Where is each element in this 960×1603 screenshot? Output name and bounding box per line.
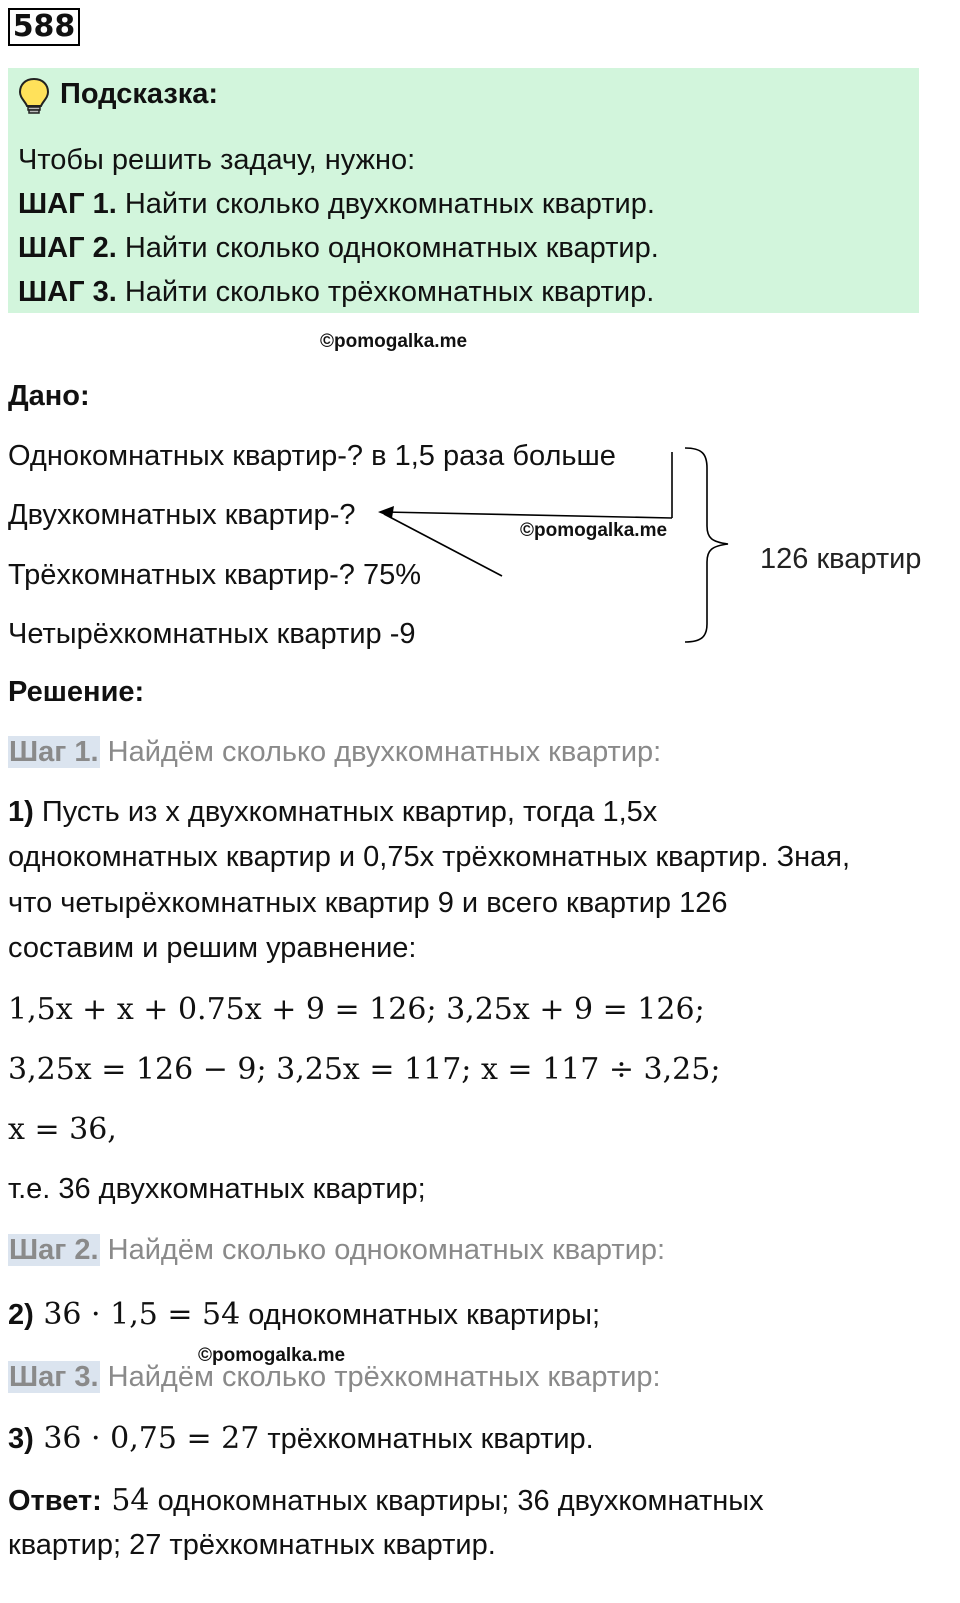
- step-tag: Шаг 2.: [9, 1234, 99, 1266]
- equation-line-2: 3,25x = 126 − 9; 3,25x = 117; x = 117 ÷ 3,25;: [8, 1052, 721, 1087]
- paragraph-1-line-2: однокомнатных квартир и 0,75x трёхкомнатных квартир. Зная,: [8, 841, 851, 873]
- paragraph-text: Пусть из x двухкомнатных квартир, тогда 1,5x: [33, 796, 658, 828]
- paragraph-1-line-4: составим и решим уравнение:: [8, 932, 417, 964]
- paragraph-3: [8, 1421, 594, 1456]
- hint-step-label: ШАГ 2.: [18, 232, 117, 264]
- given-line-3: Трёхкомнатных квартир-? 75%: [8, 559, 422, 591]
- hint-title: Подсказка:: [60, 78, 219, 110]
- given-line-1: Однокомнатных квартир-? в 1,5 раза больше: [8, 440, 616, 472]
- step-tag: Шаг 3.: [9, 1361, 99, 1393]
- paragraph-text: однокомнатных квартиры;: [240, 1299, 601, 1331]
- arrow-head: [378, 506, 394, 518]
- answer-line-1: [8, 1483, 764, 1518]
- hint-step-text: Найти сколько трёхкомнатных квартир.: [116, 276, 655, 308]
- answer-text: однокомнатных квартиры; 36 двухкомнатных: [149, 1485, 764, 1517]
- given-title: Дано:: [8, 380, 90, 412]
- answer-label: Ответ:: [8, 1485, 102, 1517]
- given-line-4: Четырёхкомнатных квартир -9: [8, 618, 416, 650]
- paragraph-1-line-1: [8, 796, 657, 829]
- answer-text: трёхкомнатных квартир.: [161, 1529, 496, 1561]
- step-2-heading: [8, 1234, 665, 1267]
- paragraph-math: 36 · 0,75 = 27: [33, 1421, 260, 1456]
- answer-math: 54: [101, 1483, 150, 1518]
- arrow-line: [384, 512, 672, 518]
- hint-step-text: Найти сколько двухкомнатных квартир.: [116, 188, 655, 220]
- arrow-line: [384, 514, 502, 576]
- answer-line-2: [8, 1529, 496, 1562]
- equation-line-1: 1,5x + x + 0.75x + 9 = 126; 3,25x + 9 = 126;: [8, 992, 705, 1027]
- paragraph-label: 3): [8, 1423, 34, 1455]
- given-line-2: Двухкомнатных квартир-?: [8, 499, 356, 531]
- hint-step-label: ШАГ 1.: [18, 188, 117, 220]
- watermark: ©pomogalka.me: [320, 331, 468, 352]
- task-number: 588: [8, 8, 80, 46]
- answer-math: квартир; 27: [8, 1529, 162, 1561]
- paragraph-math: 36 · 1,5 = 54: [33, 1297, 241, 1332]
- watermark: ©pomogalka.me: [198, 1345, 346, 1366]
- paragraph-label: 1): [8, 796, 34, 828]
- step-heading-text: Найдём сколько двухкомнатных квартир:: [99, 736, 662, 768]
- hint-step-text: Найти сколько однокомнатных квартир.: [116, 232, 659, 264]
- paragraph-1-line-3: что четырёхкомнатных квартир 9 и всего квартир 126: [8, 887, 728, 919]
- solution-title: Решение:: [8, 676, 145, 708]
- curly-brace: [685, 448, 728, 642]
- hint-step-label: ШАГ 3.: [18, 276, 117, 308]
- step-heading-text: Найдём сколько трёхкомнатных квартир:: [99, 1361, 661, 1393]
- watermark: ©pomogalka.me: [520, 520, 668, 541]
- step-3-heading: [8, 1361, 661, 1394]
- step-tag: Шаг 1.: [9, 736, 99, 768]
- paragraph-text: трёхкомнатных квартир.: [259, 1423, 594, 1455]
- step-1-heading: [8, 736, 661, 769]
- given-total: 126 квартир: [760, 543, 922, 575]
- paragraph-2: [8, 1297, 600, 1332]
- hint-intro: Чтобы решить задачу, нужно:: [18, 144, 416, 176]
- step-heading-text: Найдём сколько однокомнатных квартир:: [99, 1234, 666, 1266]
- paragraph-label: 2): [8, 1299, 34, 1331]
- equation-line-3: x = 36,: [8, 1112, 117, 1147]
- given-diagram: [0, 0, 960, 700]
- result-1: т.е. 36 двухкомнатных квартир;: [8, 1173, 426, 1205]
